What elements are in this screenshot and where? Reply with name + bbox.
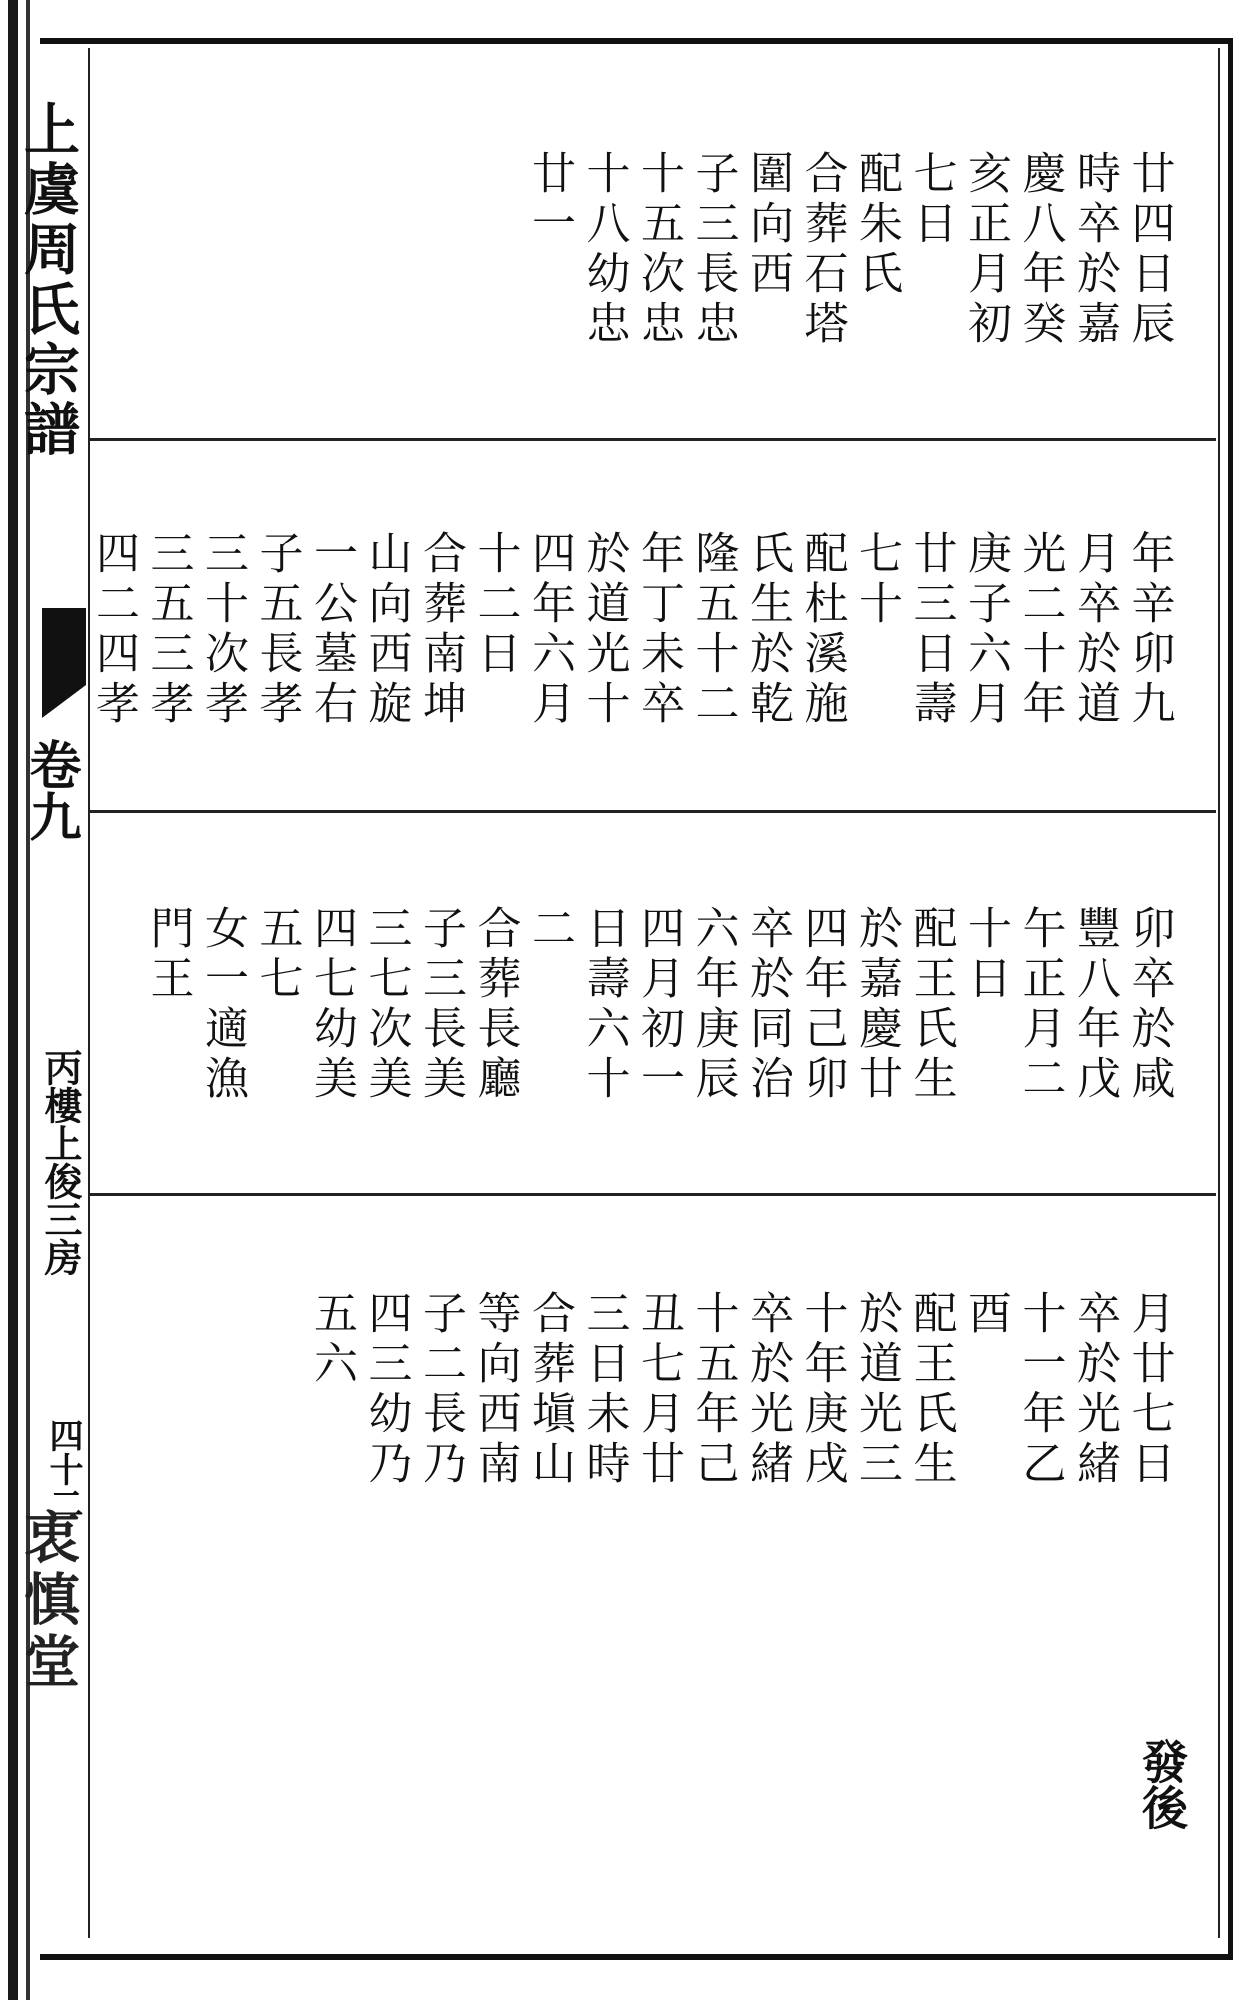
text-column: 廿四日辰 — [1123, 150, 1175, 350]
text-column: 七十 — [851, 530, 902, 630]
page-number: 四十二 — [43, 1418, 83, 1520]
branch-label: 丙樓上俊三房 — [38, 1048, 83, 1276]
text-column: 於道光十 — [578, 530, 630, 730]
text-column: 卯卒於咸 — [1123, 905, 1175, 1105]
tier-divider — [88, 810, 1216, 813]
text-column: 慶八年癸 — [1014, 150, 1066, 350]
text-column: 廿一 — [524, 150, 575, 250]
text-column: 卒於光緒 — [742, 1290, 793, 1490]
page-edge-strip — [15, 48, 88, 1938]
tier-divider — [88, 438, 1216, 441]
text-column: 於道光三 — [851, 1290, 902, 1490]
text-column: 三五三孝 — [142, 530, 194, 730]
text-column: 月卒於道 — [1069, 530, 1120, 730]
text-column: 門王 — [142, 905, 194, 1005]
text-column: 年辛卯九 — [1123, 530, 1175, 730]
text-column: 氏生於乾 — [742, 530, 793, 730]
text-column: 午正月二 — [1014, 905, 1066, 1105]
text-column: 三日未時 — [578, 1290, 630, 1490]
text-column: 山向西旋 — [360, 530, 412, 730]
text-column: 庚子六月 — [960, 530, 1011, 730]
text-column: 圍向西 — [742, 150, 793, 300]
text-column: 卒於同治 — [742, 905, 793, 1105]
text-column: 等向西南 — [469, 1290, 521, 1490]
text-column: 子五長孝 — [251, 530, 303, 730]
text-column: 二 — [524, 905, 575, 955]
text-column: 四月初一 — [633, 905, 684, 1105]
text-column: 十五年己 — [687, 1290, 739, 1490]
fish-tail-mark — [42, 608, 86, 718]
text-column: 四二四孝 — [88, 530, 139, 730]
text-column: 五七 — [251, 905, 303, 1005]
text-column: 合葬石塔 — [796, 150, 848, 350]
text-column: 女一適漁 — [197, 905, 248, 1105]
text-column: 子三長美 — [415, 905, 466, 1105]
text-column: 合葬南坤 — [415, 530, 466, 730]
text-column: 丑七月廿 — [633, 1290, 684, 1490]
text-column: 十年庚戌 — [796, 1290, 848, 1490]
text-column: 三十次孝 — [197, 530, 248, 730]
text-column: 配朱氏 — [851, 150, 902, 300]
text-column: 合葬塡山 — [524, 1290, 575, 1490]
text-column: 四七幼美 — [306, 905, 357, 1105]
tier-divider — [88, 1193, 1216, 1196]
text-column: 合葬長廳 — [469, 905, 521, 1105]
text-column: 時卒於嘉 — [1069, 150, 1120, 350]
text-column: 隆五十二 — [687, 530, 739, 730]
text-column: 五六 — [306, 1290, 357, 1390]
text-column: 子二長乃 — [415, 1290, 466, 1490]
text-column: 四三幼乃 — [360, 1290, 412, 1490]
text-column: 月廿七日 — [1123, 1290, 1175, 1490]
text-column: 於嘉慶廿 — [851, 905, 902, 1105]
text-column: 豐八年戊 — [1069, 905, 1120, 1105]
text-column: 十日 — [960, 905, 1011, 1005]
text-column: 六年庚辰 — [687, 905, 739, 1105]
text-column: 十八幼忠 — [578, 150, 630, 350]
volume-label: 卷九 — [20, 738, 81, 842]
text-column: 配杜溪施 — [796, 530, 848, 730]
text-column: 卒於光緒 — [1069, 1290, 1120, 1490]
text-column: 三七次美 — [360, 905, 412, 1105]
text-column: 酉 — [960, 1290, 1011, 1340]
text-column: 配王氏生 — [905, 905, 957, 1105]
text-column: 一公墓右 — [306, 530, 357, 730]
seal-stamp: 發後 — [1135, 1738, 1189, 1830]
text-column: 廿三日壽 — [905, 530, 957, 730]
hall-name: 衷慎堂 — [15, 1508, 81, 1694]
text-column: 亥正月初 — [960, 150, 1011, 350]
genealogy-title: 上虞周氏宗譜 — [15, 100, 81, 460]
text-column: 十一年乙 — [1014, 1290, 1066, 1490]
text-column: 四年己卯 — [796, 905, 848, 1105]
text-column: 七日 — [905, 150, 957, 250]
text-column: 配王氏生 — [905, 1290, 957, 1490]
text-column: 子三長忠 — [687, 150, 739, 350]
text-column: 四年六月 — [524, 530, 575, 730]
text-column: 十五次忠 — [633, 150, 684, 350]
text-column: 十二日 — [469, 530, 521, 680]
text-column: 光二十年 — [1014, 530, 1066, 730]
text-column: 日壽六十 — [578, 905, 630, 1105]
text-column: 年丁未卒 — [633, 530, 684, 730]
